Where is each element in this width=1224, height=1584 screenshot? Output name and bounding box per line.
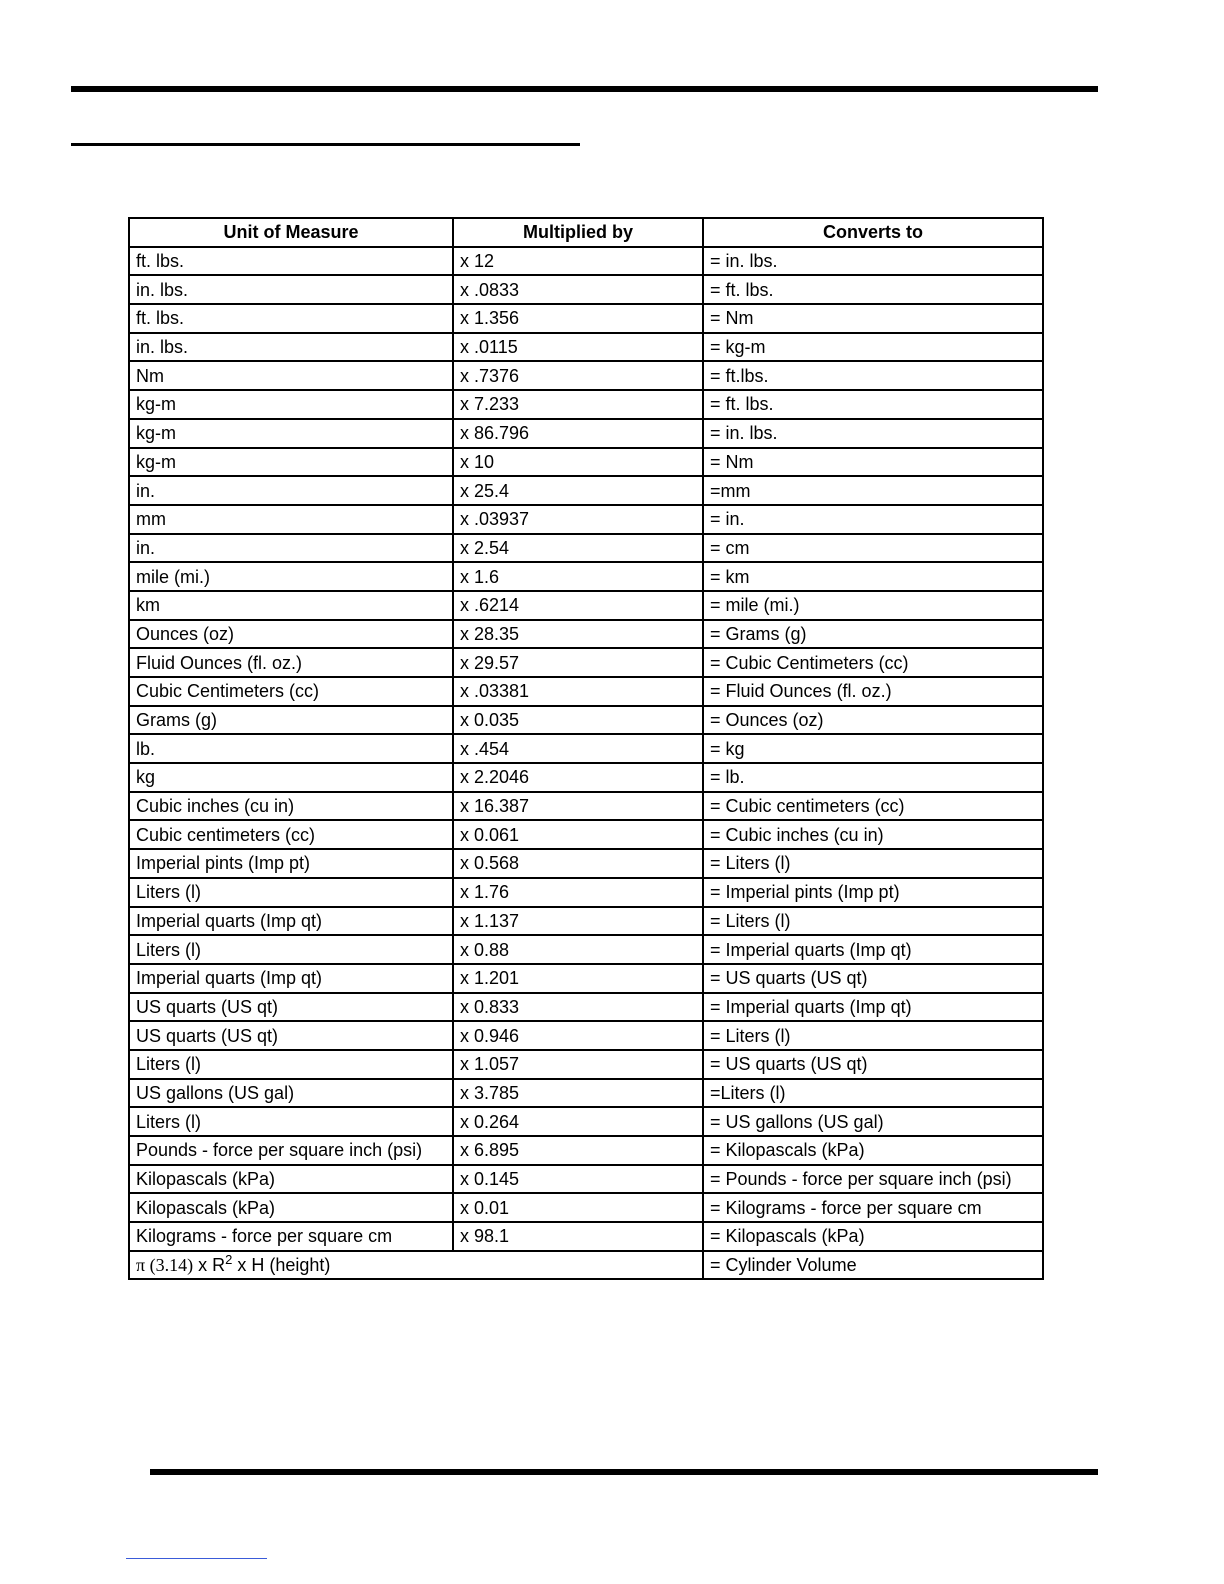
- multiplier-cell: x 7.233: [453, 390, 703, 419]
- table-body: [129, 247, 1043, 1251]
- multiplier-cell: x .6214: [453, 591, 703, 620]
- unit-cell: km: [129, 591, 453, 620]
- multiplier-cell: x 0.568: [453, 849, 703, 878]
- table-row: [129, 1222, 1043, 1251]
- cylinder-volume-formula: [129, 1251, 703, 1280]
- multiplier-cell: x 1.356: [453, 304, 703, 333]
- unit-cell: Nm: [129, 361, 453, 390]
- converts-to-cell: = Fluid Ounces (fl. oz.): [703, 677, 1043, 706]
- multiplier-cell: x 98.1: [453, 1222, 703, 1251]
- table-row: [129, 935, 1043, 964]
- multiplier-cell: x 0.035: [453, 706, 703, 735]
- table-row: [129, 964, 1043, 993]
- converts-to-cell: = Ounces (oz): [703, 706, 1043, 735]
- unit-cell: kg: [129, 763, 453, 792]
- converts-to-cell: = ft. lbs.: [703, 275, 1043, 304]
- multiplier-cell: x 1.137: [453, 907, 703, 936]
- multiplier-cell: x 12: [453, 247, 703, 276]
- multiplier-cell: x 0.833: [453, 993, 703, 1022]
- table-row: [129, 534, 1043, 563]
- converts-to-cell: = Nm: [703, 448, 1043, 477]
- unit-cell: mile (mi.): [129, 562, 453, 591]
- converts-to-cell: = Liters (l): [703, 907, 1043, 936]
- unit-cell: kg-m: [129, 419, 453, 448]
- table-row: [129, 361, 1043, 390]
- table-row: [129, 620, 1043, 649]
- title-underline-rule: [71, 143, 580, 146]
- multiplier-cell: x 29.57: [453, 648, 703, 677]
- table-row: [129, 734, 1043, 763]
- formula-height: x H (height): [232, 1255, 331, 1276]
- converts-to-cell: = Pounds - force per square inch (psi): [703, 1165, 1043, 1194]
- column-header-multiplied-by: Multiplied by: [453, 218, 703, 247]
- converts-to-cell: = Imperial quarts (Imp qt): [703, 993, 1043, 1022]
- unit-cell: Liters (l): [129, 878, 453, 907]
- unit-cell: Imperial pints (Imp pt): [129, 849, 453, 878]
- converts-to-cell: = Grams (g): [703, 620, 1043, 649]
- unit-cell: kg-m: [129, 390, 453, 419]
- pi-constant: π (3.14): [136, 1255, 194, 1276]
- unit-cell: Imperial quarts (Imp qt): [129, 907, 453, 936]
- converts-to-cell: = Imperial quarts (Imp qt): [703, 935, 1043, 964]
- conversion-table: [128, 217, 1044, 1280]
- formula-row: [129, 1251, 1043, 1280]
- converts-to-cell: = Liters (l): [703, 1021, 1043, 1050]
- multiplier-cell: x 0.264: [453, 1107, 703, 1136]
- unit-cell: US gallons (US gal): [129, 1079, 453, 1108]
- multiplier-cell: x 10: [453, 448, 703, 477]
- multiplier-cell: x 0.01: [453, 1193, 703, 1222]
- multiplier-cell: x .03381: [453, 677, 703, 706]
- unit-cell: Cubic inches (cu in): [129, 792, 453, 821]
- converts-to-cell: = ft. lbs.: [703, 390, 1043, 419]
- column-header-converts-to: Converts to: [703, 218, 1043, 247]
- table-row: [129, 1193, 1043, 1222]
- header-rule: [71, 86, 1098, 92]
- multiplier-cell: x 1.76: [453, 878, 703, 907]
- table-row: [129, 907, 1043, 936]
- converts-to-cell: = US quarts (US qt): [703, 964, 1043, 993]
- converts-to-cell: = Liters (l): [703, 849, 1043, 878]
- unit-cell: Liters (l): [129, 1107, 453, 1136]
- unit-cell: in.: [129, 476, 453, 505]
- multiplier-cell: x 0.946: [453, 1021, 703, 1050]
- table-row: [129, 648, 1043, 677]
- multiplier-cell: x 6.895: [453, 1136, 703, 1165]
- converts-to-cell: =Liters (l): [703, 1079, 1043, 1108]
- multiplier-cell: x 28.35: [453, 620, 703, 649]
- formula-exponent: 2: [225, 1252, 233, 1268]
- multiplier-cell: x 1.201: [453, 964, 703, 993]
- unit-cell: Liters (l): [129, 1050, 453, 1079]
- table-row: [129, 792, 1043, 821]
- multiplier-cell: x .0833: [453, 275, 703, 304]
- converts-to-cell: = Cubic centimeters (cc): [703, 792, 1043, 821]
- table-row: [129, 1107, 1043, 1136]
- converts-to-cell: = kg-m: [703, 333, 1043, 362]
- table-row: [129, 591, 1043, 620]
- unit-cell: mm: [129, 505, 453, 534]
- unit-cell: Imperial quarts (Imp qt): [129, 964, 453, 993]
- table-row: [129, 562, 1043, 591]
- table-row: [129, 993, 1043, 1022]
- converts-to-cell: = Cubic Centimeters (cc): [703, 648, 1043, 677]
- unit-cell: in. lbs.: [129, 275, 453, 304]
- multiplier-cell: x 0.88: [453, 935, 703, 964]
- unit-cell: Grams (g): [129, 706, 453, 735]
- converts-to-cell: =mm: [703, 476, 1043, 505]
- unit-cell: Fluid Ounces (fl. oz.): [129, 648, 453, 677]
- table-row: [129, 304, 1043, 333]
- formula-radius: x R: [193, 1255, 226, 1276]
- multiplier-cell: x .454: [453, 734, 703, 763]
- unit-cell: lb.: [129, 734, 453, 763]
- converts-to-cell: = Imperial pints (Imp pt): [703, 878, 1043, 907]
- multiplier-cell: x 86.796: [453, 419, 703, 448]
- unit-cell: US quarts (US qt): [129, 993, 453, 1022]
- converts-to-cell: = in. lbs.: [703, 247, 1043, 276]
- table-row: [129, 390, 1043, 419]
- converts-to-cell: = km: [703, 562, 1043, 591]
- unit-cell: kg-m: [129, 448, 453, 477]
- table-row: [129, 275, 1043, 304]
- unit-cell: Kilopascals (kPa): [129, 1165, 453, 1194]
- converts-to-cell: = ft.lbs.: [703, 361, 1043, 390]
- unit-cell: in. lbs.: [129, 333, 453, 362]
- unit-cell: in.: [129, 534, 453, 563]
- unit-cell: ft. lbs.: [129, 304, 453, 333]
- converts-to-cell: = Kilograms - force per square cm: [703, 1193, 1043, 1222]
- unit-cell: Kilograms - force per square cm: [129, 1222, 453, 1251]
- multiplier-cell: x 16.387: [453, 792, 703, 821]
- table-row: [129, 1021, 1043, 1050]
- unit-cell: Cubic centimeters (cc): [129, 820, 453, 849]
- unit-cell: ft. lbs.: [129, 247, 453, 276]
- converts-to-cell: = cm: [703, 534, 1043, 563]
- multiplier-cell: x .03937: [453, 505, 703, 534]
- table-row: [129, 677, 1043, 706]
- table-row: [129, 419, 1043, 448]
- unit-cell: Ounces (oz): [129, 620, 453, 649]
- converts-to-cell: = Kilopascals (kPa): [703, 1136, 1043, 1165]
- unit-cell: Cubic Centimeters (cc): [129, 677, 453, 706]
- column-header-unit-of-measure: Unit of Measure: [129, 218, 453, 247]
- converts-to-cell: = US quarts (US qt): [703, 1050, 1043, 1079]
- table-row: [129, 247, 1043, 276]
- table-row: [129, 1136, 1043, 1165]
- multiplier-cell: x 3.785: [453, 1079, 703, 1108]
- multiplier-cell: x 1.057: [453, 1050, 703, 1079]
- table-row: [129, 849, 1043, 878]
- table-row: [129, 878, 1043, 907]
- table-row: [129, 333, 1043, 362]
- converts-to-cell: = Cubic inches (cu in): [703, 820, 1043, 849]
- formula-result: = Cylinder Volume: [703, 1251, 1043, 1280]
- converts-to-cell: = US gallons (US gal): [703, 1107, 1043, 1136]
- table-row: [129, 505, 1043, 534]
- multiplier-cell: x 0.061: [453, 820, 703, 849]
- converts-to-cell: = kg: [703, 734, 1043, 763]
- converts-to-cell: = in. lbs.: [703, 419, 1043, 448]
- multiplier-cell: x 25.4: [453, 476, 703, 505]
- unit-cell: Pounds - force per square inch (psi): [129, 1136, 453, 1165]
- multiplier-cell: x 0.145: [453, 1165, 703, 1194]
- table-header-row: [129, 218, 1043, 247]
- table-row: [129, 1165, 1043, 1194]
- table-row: [129, 820, 1043, 849]
- multiplier-cell: x .7376: [453, 361, 703, 390]
- converts-to-cell: = Nm: [703, 304, 1043, 333]
- unit-cell: US quarts (US qt): [129, 1021, 453, 1050]
- table-row: [129, 1050, 1043, 1079]
- multiplier-cell: x 2.54: [453, 534, 703, 563]
- unit-cell: Liters (l): [129, 935, 453, 964]
- table-row: [129, 476, 1043, 505]
- multiplier-cell: x .0115: [453, 333, 703, 362]
- footer-link-underline: [126, 1558, 267, 1559]
- multiplier-cell: x 2.2046: [453, 763, 703, 792]
- converts-to-cell: = Kilopascals (kPa): [703, 1222, 1043, 1251]
- converts-to-cell: = mile (mi.): [703, 591, 1043, 620]
- table-row: [129, 706, 1043, 735]
- footer-rule: [150, 1469, 1098, 1475]
- converts-to-cell: = lb.: [703, 763, 1043, 792]
- table-row: [129, 763, 1043, 792]
- multiplier-cell: x 1.6: [453, 562, 703, 591]
- table-row: [129, 448, 1043, 477]
- converts-to-cell: = in.: [703, 505, 1043, 534]
- unit-cell: Kilopascals (kPa): [129, 1193, 453, 1222]
- table-row: [129, 1079, 1043, 1108]
